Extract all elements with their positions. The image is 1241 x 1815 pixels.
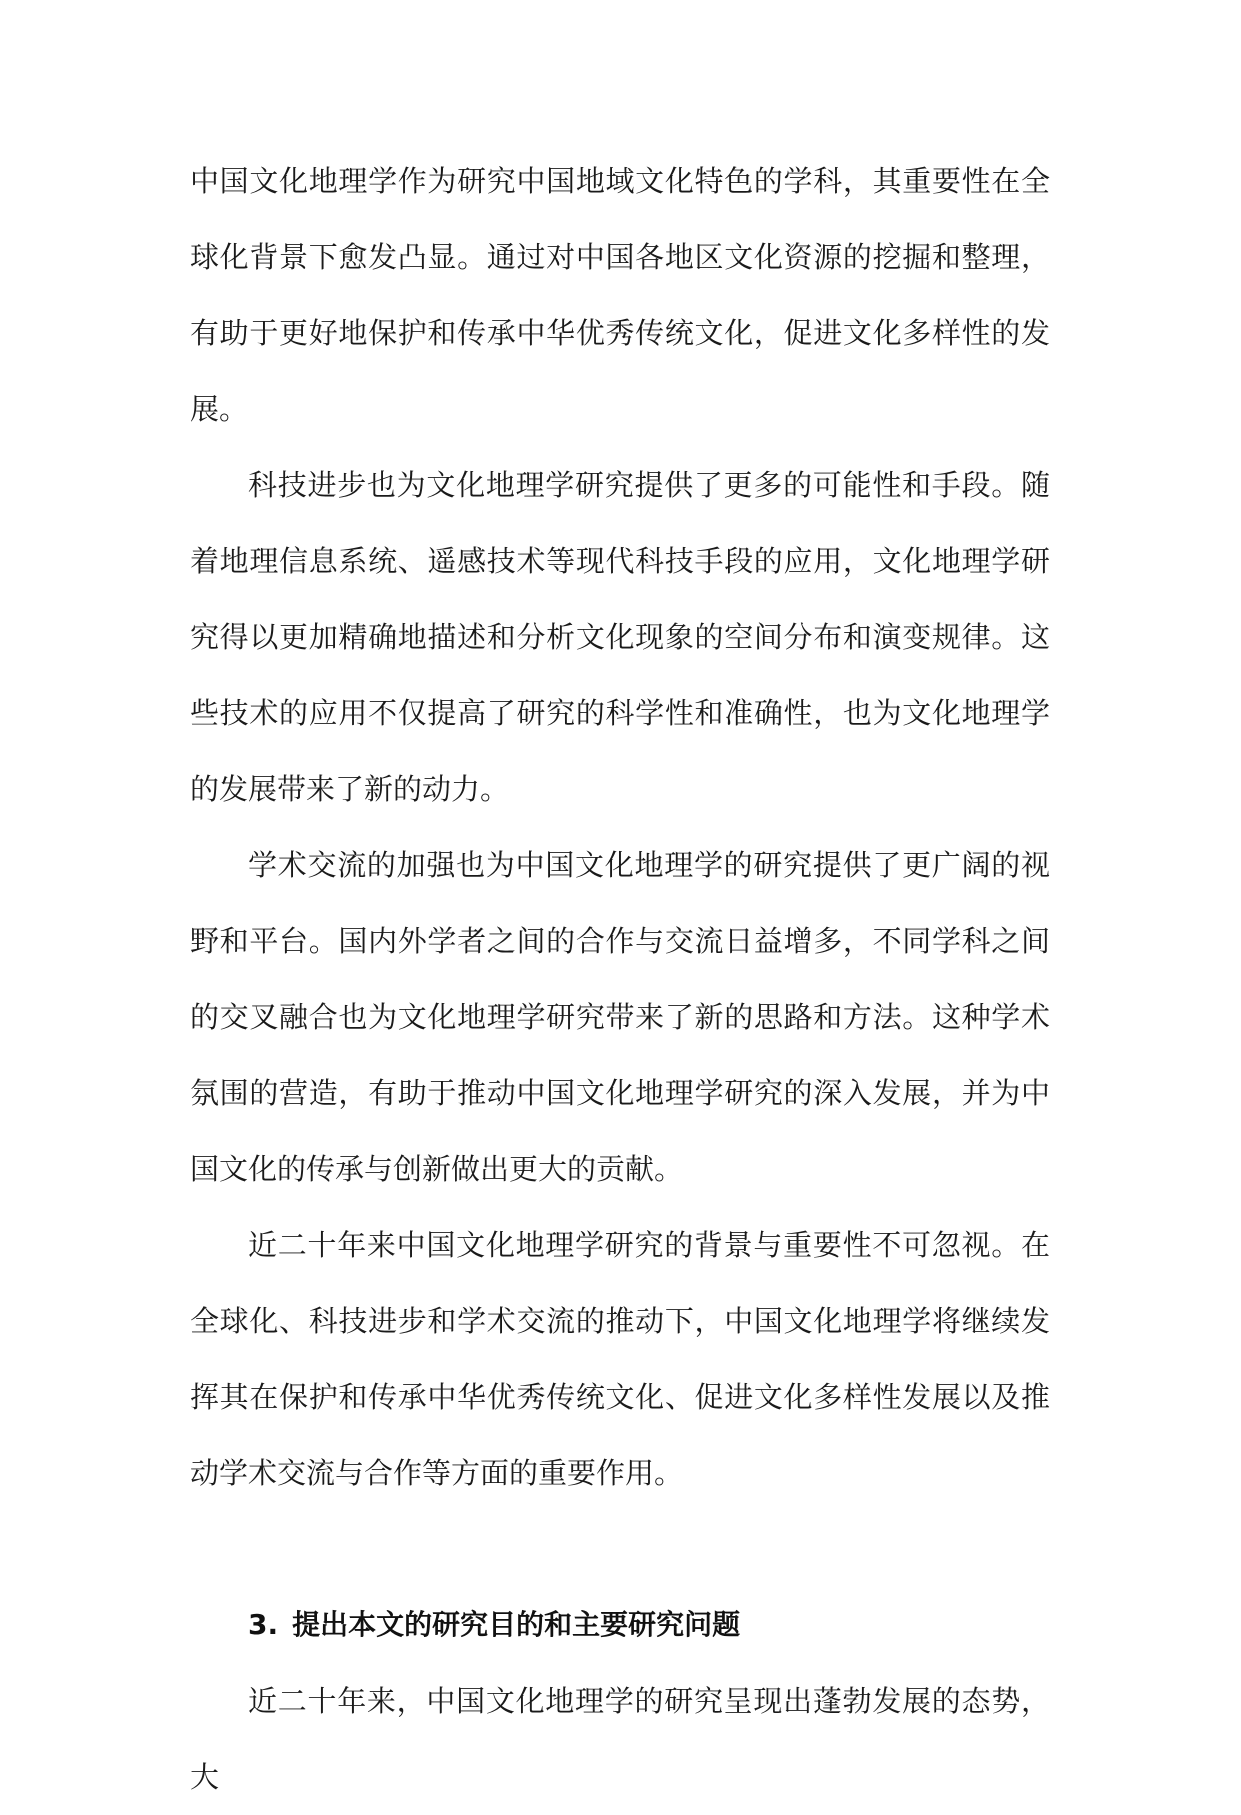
document-body (190, 143, 1050, 1815)
section-heading (190, 1587, 1050, 1663)
section-number: 3. (248, 1608, 279, 1641)
paragraph-academic-exchange: 学术交流的加强也为中国文化地理学的研究提供了更广阔的视野和平台。国内外学者之间的合作与交流日益增多，不同学科之间的交叉融合也为文化地理学研究带来了新的思路和方法。这种学术氛围的营造，有助于推动中国文化地理学研究的深入发展，并为中国文化的传承与创新做出更大的贡献。 (190, 848, 1050, 1186)
section-title: 提出本文的研究目的和主要研究问题 (292, 1608, 741, 1641)
paragraph-section-start: 近二十年来，中国文化地理学的研究呈现出蓬勃发展的态势，大 (190, 1684, 1050, 1794)
paragraph-continued: 中国文化地理学作为研究中国地域文化特色的学科，其重要性在全球化背景下愈发凸显。通过对中国各地区文化资源的挖掘和整理，有助于更好地保护和传承中华优秀传统文化，促进文化多样性的发展。 (190, 164, 1050, 426)
paragraph-technology: 科技进步也为文化地理学研究提供了更多的可能性和手段。随着地理信息系统、遥感技术等现代科技手段的应用，文化地理学研究得以更加精确地描述和分析文化现象的空间分布和演变规律。这些技术的应用不仅提高了研究的科学性和准确性，也为文化地理学的发展带来了新的动力。 (190, 468, 1050, 806)
paragraph-summary: 近二十年来中国文化地理学研究的背景与重要性不可忽视。在全球化、科技进步和学术交流的推动下，中国文化地理学将继续发挥其在保护和传承中华优秀传统文化、促进文化多样性发展以及推动学术交流与合作等方面的重要作用。 (190, 1228, 1050, 1490)
